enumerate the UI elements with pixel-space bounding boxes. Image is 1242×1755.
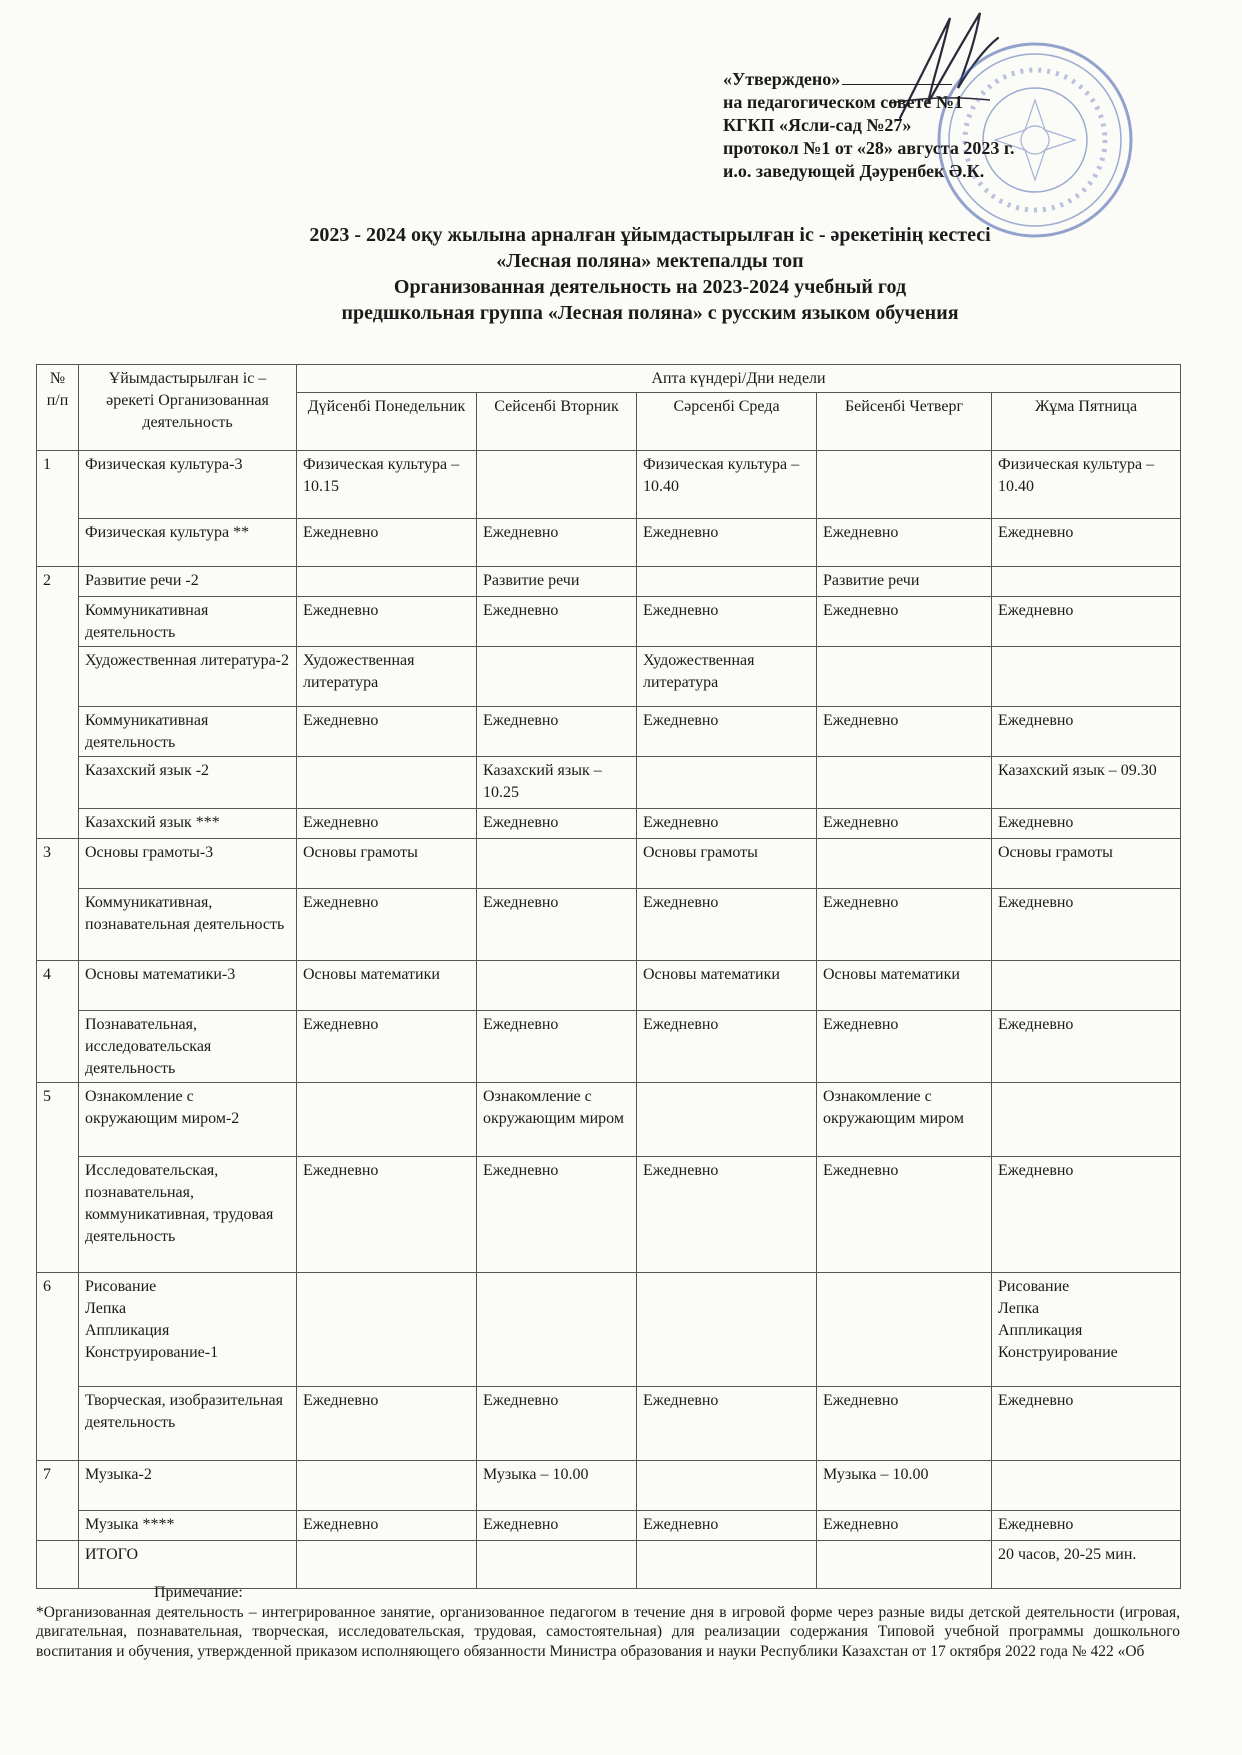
row-number: 5 [37,1083,79,1273]
cell-mon [297,1461,477,1511]
cell-wed [637,1461,817,1511]
cell-thu: Ежедневно [817,1387,992,1461]
table-row [37,1157,1181,1273]
activity-name: Физическая культура ** [79,519,297,567]
cell-tue [477,1273,637,1387]
row-number: 7 [37,1461,79,1541]
total-label: ИТОГО [79,1541,297,1589]
title-line-3: Организованная деятельность на 2023-2024 учебный год [393,276,907,298]
cell-wed: Ежедневно [637,1511,817,1541]
total-empty-cell [477,1541,637,1589]
cell-mon: Ежедневно [297,1157,477,1273]
header-row-1 [37,365,1181,393]
cell-fri: Ежедневно [992,1157,1181,1273]
activity-name: Музыка-2 [79,1461,297,1511]
activity-name: Познавательная, исследовательская деятельность [79,1011,297,1083]
title-line-4: предшкольная группа «Лесная поляна» с русским языком обучения [341,302,959,324]
header-day-mon: Дүйсенбі Понедельник [297,393,477,451]
cell-fri: Рисование Лепка Аппликация Конструирование [992,1273,1181,1387]
activity-name: Художественная литература-2 [79,647,297,707]
cell-fri [992,647,1181,707]
header-num: № п/п [37,365,79,451]
table-row [37,1461,1181,1511]
row-number: 1 [37,451,79,567]
table-row [37,1011,1181,1083]
cell-mon: Ежедневно [297,707,477,757]
table-row [37,647,1181,707]
cell-mon: Ежедневно [297,809,477,839]
table-row [37,567,1181,597]
cell-mon: Ежедневно [297,1387,477,1461]
cell-thu: Ежедневно [817,809,992,839]
cell-mon: Ежедневно [297,1511,477,1541]
cell-wed [637,567,817,597]
activity-name: Казахский язык -2 [79,757,297,809]
note-block [36,1583,1180,1661]
cell-wed: Ежедневно [637,519,817,567]
activity-name: Казахский язык *** [79,809,297,839]
cell-wed: Ежедневно [637,597,817,647]
cell-thu: Ежедневно [817,597,992,647]
cell-thu [817,839,992,889]
cell-fri: Казахский язык – 09.30 [992,757,1181,809]
cell-thu: Основы математики [817,961,992,1011]
schedule-table [36,364,1181,1589]
activity-name: Ознакомление с окружающим миром-2 [79,1083,297,1157]
cell-thu: Ознакомление с окружающим миром [817,1083,992,1157]
header-day-tue: Сейсенбі Вторник [477,393,637,451]
table-row [37,707,1181,757]
row-number: 3 [37,839,79,961]
activity-name: Музыка **** [79,1511,297,1541]
cell-fri: Ежедневно [992,1011,1181,1083]
activity-name: Основы математики-3 [79,961,297,1011]
cell-thu: Ежедневно [817,1157,992,1273]
row-number: 2 [37,567,79,839]
cell-fri: Физическая культура – 10.40 [992,451,1181,519]
cell-wed [637,1273,817,1387]
header-day-fri: Жұма Пятница [992,393,1181,451]
cell-fri: Ежедневно [992,597,1181,647]
cell-fri: Ежедневно [992,1387,1181,1461]
cell-fri: Ежедневно [992,809,1181,839]
cell-mon: Ежедневно [297,519,477,567]
total-empty-cell [297,1541,477,1589]
cell-wed [637,757,817,809]
table-row [37,1273,1181,1387]
cell-mon [297,567,477,597]
table-row [37,1083,1181,1157]
cell-mon [297,757,477,809]
cell-tue: Ежедневно [477,1157,637,1273]
cell-mon: Художественная литература [297,647,477,707]
cell-fri: Основы грамоты [992,839,1181,889]
activity-name: Рисование Лепка Аппликация Конструирование-1 [79,1273,297,1387]
header-weekdays: Апта күндері/Дни недели [297,365,1181,393]
cell-mon: Физическая культура – 10.15 [297,451,477,519]
cell-thu [817,1273,992,1387]
approval-line-1: «Утверждено» [723,69,841,89]
cell-wed: Ежедневно [637,809,817,839]
cell-fri: Ежедневно [992,1511,1181,1541]
cell-wed: Ежедневно [637,889,817,961]
cell-wed: Физическая культура – 10.40 [637,451,817,519]
cell-wed: Ежедневно [637,1011,817,1083]
activity-name: Творческая, изобразительная деятельность [79,1387,297,1461]
table-row [37,1387,1181,1461]
approval-line-4: протокол №1 от «28» августа 2023 г. [723,138,1015,158]
cell-mon: Ежедневно [297,1011,477,1083]
cell-thu [817,757,992,809]
row-number: 4 [37,961,79,1083]
total-row [37,1541,1181,1589]
cell-thu [817,647,992,707]
cell-wed: Основы математики [637,961,817,1011]
cell-mon [297,1273,477,1387]
cell-fri: Ежедневно [992,889,1181,961]
cell-tue: Ежедневно [477,1011,637,1083]
table-row [37,889,1181,961]
cell-tue [477,451,637,519]
cell-thu: Развитие речи [817,567,992,597]
table-row [37,757,1181,809]
cell-wed: Художественная литература [637,647,817,707]
cell-tue: Ежедневно [477,889,637,961]
cell-fri [992,1083,1181,1157]
cell-fri: Ежедневно [992,519,1181,567]
table-row [37,839,1181,889]
table-row [37,451,1181,519]
cell-tue: Казахский язык – 10.25 [477,757,637,809]
cell-thu: Ежедневно [817,1011,992,1083]
cell-fri: Ежедневно [992,707,1181,757]
approval-line-3: КГКП «Ясли-сад №27» [723,115,912,135]
approval-title [723,68,1143,91]
cell-wed [637,1083,817,1157]
cell-mon [297,1083,477,1157]
cell-mon: Ежедневно [297,597,477,647]
cell-mon: Ежедневно [297,889,477,961]
cell-thu: Ежедневно [817,1511,992,1541]
note-text: *Организованная деятельность – интегрированное занятие, организованное педагогом в течение дня в игровой форме через разные виды детской деятельности (игровая, двигательная, познавательная, творческая, исследовательская, трудовая, самостоятельная) для реализации содержания Типовой учебной программы дошкольного воспитания и обучения, утвержденной приказом исполняющего обязанности Министра образования и науки Республики Казахстан от 17 октября 2022 года № 422 «Об [36,1603,1180,1660]
table-row [37,809,1181,839]
cell-tue: Ознакомление с окружающим миром [477,1083,637,1157]
cell-tue: Музыка – 10.00 [477,1461,637,1511]
activity-name: Физическая культура-3 [79,451,297,519]
table-row [37,597,1181,647]
activity-name: Коммуникативная деятельность [79,707,297,757]
activity-name: Коммуникативная деятельность [79,597,297,647]
cell-tue [477,647,637,707]
cell-fri [992,567,1181,597]
cell-thu [817,451,992,519]
header-day-thu: Бейсенбі Четверг [817,393,992,451]
signature-line [842,70,952,85]
activity-name: Развитие речи -2 [79,567,297,597]
cell-thu: Музыка – 10.00 [817,1461,992,1511]
total-value: 20 часов, 20-25 мин. [992,1541,1181,1589]
cell-wed: Ежедневно [637,707,817,757]
cell-tue [477,839,637,889]
table-row [37,1511,1181,1541]
cell-wed: Основы грамоты [637,839,817,889]
cell-tue: Ежедневно [477,1511,637,1541]
cell-mon: Основы математики [297,961,477,1011]
cell-tue: Ежедневно [477,1387,637,1461]
cell-fri [992,1461,1181,1511]
cell-tue [477,961,637,1011]
activity-name: Основы грамоты-3 [79,839,297,889]
cell-mon: Основы грамоты [297,839,477,889]
approval-block [723,68,1143,183]
cell-fri [992,961,1181,1011]
cell-tue: Ежедневно [477,597,637,647]
cell-thu: Ежедневно [817,707,992,757]
table-row [37,961,1181,1011]
cell-wed: Ежедневно [637,1387,817,1461]
total-empty-cell [817,1541,992,1589]
cell-tue: Ежедневно [477,707,637,757]
header-activity: Ұйымдастырылған іс – әрекеті Организованная деятельность [79,365,297,451]
note-title: Примечание: [154,1584,243,1601]
cell-tue: Ежедневно [477,809,637,839]
title-line-1: 2023 - 2024 оқу жылына арналған ұйымдастырылған іс - әрекетінің кестесі [309,224,991,246]
schedule-body [37,451,1181,1589]
title-line-2: «Лесная поляна» мектепалды топ [496,250,804,272]
approval-line-5: и.о. заведующей Дәуренбек Ә.К. [723,161,985,181]
cell-tue: Развитие речи [477,567,637,597]
total-empty-cell [637,1541,817,1589]
row-number: 6 [37,1273,79,1461]
activity-name: Коммуникативная, познавательная деятельность [79,889,297,961]
total-num-cell [37,1541,79,1589]
cell-wed: Ежедневно [637,1157,817,1273]
document-title [120,222,1180,326]
cell-thu: Ежедневно [817,889,992,961]
approval-line-2: на педагогическом совете №1 [723,92,963,112]
activity-name: Исследовательская, познавательная, коммуникативная, трудовая деятельность [79,1157,297,1273]
cell-tue: Ежедневно [477,519,637,567]
cell-thu: Ежедневно [817,519,992,567]
header-day-wed: Сәрсенбі Среда [637,393,817,451]
table-row [37,519,1181,567]
